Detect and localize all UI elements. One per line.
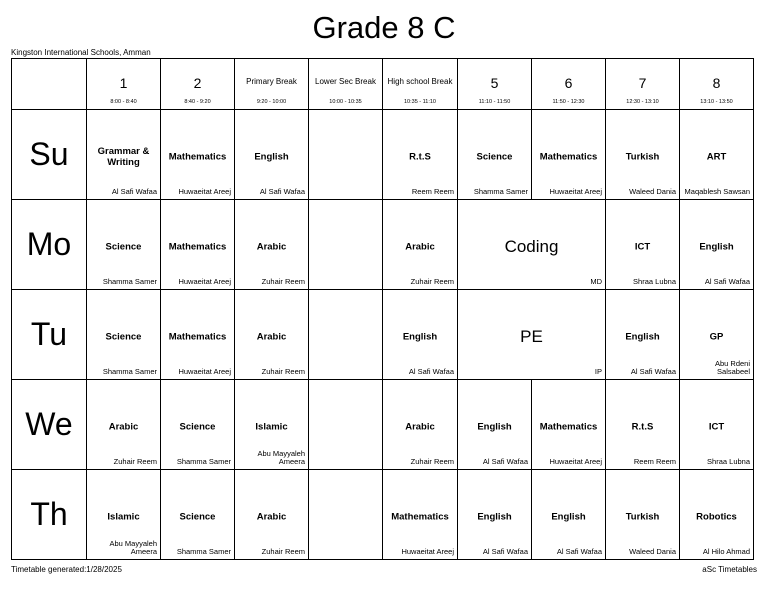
lesson-cell <box>161 110 235 200</box>
period-header <box>532 59 606 110</box>
lesson-teacher: Al Hilo Ahmad <box>702 547 750 556</box>
lesson-cell <box>680 110 754 200</box>
lesson-subject: R.t.S <box>631 421 654 433</box>
day-label: Mo <box>12 200 87 290</box>
period-label: 7 <box>638 75 647 91</box>
day-label: Th <box>12 470 87 560</box>
lesson-subject: Arabic <box>256 241 287 253</box>
period-label: 5 <box>490 75 499 91</box>
lesson-subject: R.t.S <box>409 151 431 163</box>
lesson-subject: English <box>551 511 586 523</box>
lesson-cell <box>235 290 309 380</box>
lesson-teacher: Al Safi Wafaa <box>408 367 454 376</box>
lesson-cell <box>606 200 680 290</box>
lesson-cell <box>680 470 754 560</box>
lesson-cell <box>87 110 161 200</box>
lesson-subject: Mathematics <box>168 241 227 253</box>
lesson-subject: Science <box>105 331 142 343</box>
lesson-cell <box>309 200 383 290</box>
lesson-teacher: Huwaeitat Areej <box>178 187 231 196</box>
lesson-subject: ART <box>706 151 727 163</box>
lesson-teacher: Shraa Lubna <box>707 457 750 466</box>
lesson-teacher: Shraa Lubna <box>633 277 676 286</box>
lesson-teacher: Al Safi Wafaa <box>111 187 157 196</box>
lesson-subject: Science <box>105 241 142 253</box>
lesson-teacher: Al Safi Wafaa <box>482 457 528 466</box>
lesson-cell <box>383 200 458 290</box>
lesson-cell <box>235 110 309 200</box>
lesson-teacher: Zuhair Reem <box>113 457 157 466</box>
lesson-teacher: Zuhair Reem <box>261 367 305 376</box>
period-time: 9:20 - 10:00 <box>256 99 287 105</box>
lesson-cell <box>161 380 235 470</box>
period-header <box>383 59 458 110</box>
lesson-cell <box>383 290 458 380</box>
lesson-cell <box>458 470 532 560</box>
lesson-cell <box>606 290 680 380</box>
lesson-cell <box>532 470 606 560</box>
lesson-teacher: Huwaeitat Areej <box>401 547 454 556</box>
lesson-cell <box>458 290 606 380</box>
lesson-subject: Arabic <box>256 331 287 343</box>
header-row <box>12 59 754 110</box>
lesson-subject: ICT <box>634 241 651 253</box>
lesson-teacher: Abu Mayyaleh Ameera <box>109 539 157 556</box>
lesson-cell <box>161 470 235 560</box>
lesson-cell <box>606 470 680 560</box>
lesson-teacher: Huwaeitat Areej <box>549 457 602 466</box>
lesson-teacher: Waleed Dania <box>629 547 676 556</box>
lesson-teacher: Abu Rdeni Salsabeel <box>714 359 750 376</box>
lesson-teacher: Al Safi Wafaa <box>630 367 676 376</box>
lesson-teacher: Shamma Samer <box>102 277 157 286</box>
lesson-teacher: Zuhair Reem <box>410 277 454 286</box>
lesson-cell <box>235 380 309 470</box>
lesson-subject: Science <box>179 511 216 523</box>
period-time: 11:10 - 11:50 <box>478 99 511 105</box>
period-label: Primary Break <box>246 77 297 86</box>
period-header <box>161 59 235 110</box>
day-row <box>12 110 754 200</box>
lesson-cell <box>532 380 606 470</box>
lesson-subject: Mathematics <box>539 151 598 163</box>
lesson-subject: Science <box>179 421 216 433</box>
lesson-cell <box>458 110 532 200</box>
lesson-subject: Arabic <box>405 421 435 433</box>
lesson-teacher: Huwaeitat Areej <box>549 187 602 196</box>
lesson-subject: PE <box>520 327 543 346</box>
lesson-cell <box>309 470 383 560</box>
day-label: We <box>12 380 87 470</box>
school-name: Kingston International Schools, Amman <box>11 48 151 57</box>
lesson-cell <box>680 290 754 380</box>
lesson-cell <box>383 470 458 560</box>
period-time: 10:00 - 10:35 <box>329 99 362 105</box>
period-label: High school Break <box>387 77 453 86</box>
lesson-teacher: Al Safi Wafaa <box>259 187 305 196</box>
lesson-subject: Turkish <box>625 511 660 523</box>
period-label: Lower Sec Break <box>315 77 376 86</box>
lesson-subject: Islamic <box>107 511 140 523</box>
lesson-subject: English <box>477 421 512 433</box>
period-time: 8:00 - 8:40 <box>110 99 137 105</box>
lesson-teacher: Shamma Samer <box>176 547 231 556</box>
day-row <box>12 200 754 290</box>
lesson-cell <box>235 470 309 560</box>
lesson-cell <box>532 110 606 200</box>
lesson-subject: English <box>254 151 289 163</box>
lesson-subject: Mathematics <box>539 421 598 433</box>
lesson-cell <box>87 380 161 470</box>
lesson-cell <box>383 380 458 470</box>
lesson-cell <box>309 110 383 200</box>
lesson-teacher: Maqablesh Sawsan <box>684 187 750 196</box>
lesson-subject: Arabic <box>256 511 287 523</box>
lesson-cell <box>680 380 754 470</box>
lesson-cell <box>309 380 383 470</box>
lesson-subject: English <box>402 331 438 343</box>
lesson-subject: ICT <box>708 421 725 433</box>
lesson-subject: Arabic <box>405 241 435 253</box>
lesson-cell <box>161 290 235 380</box>
period-header <box>309 59 383 110</box>
lesson-cell <box>87 470 161 560</box>
corner-cell <box>12 59 87 110</box>
lesson-subject: Science <box>476 151 513 163</box>
page-title: Grade 8 C <box>312 10 456 45</box>
lesson-teacher: Abu Mayyaleh Ameera <box>257 449 305 466</box>
lesson-cell <box>235 200 309 290</box>
lesson-subject: Mathematics <box>391 511 449 523</box>
period-label: 1 <box>119 75 128 91</box>
day-row <box>12 470 754 560</box>
lesson-teacher: Shamma Samer <box>176 457 231 466</box>
lesson-teacher: Al Safi Wafaa <box>556 547 602 556</box>
lesson-cell <box>87 200 161 290</box>
day-row <box>12 380 754 470</box>
lesson-teacher: Zuhair Reem <box>261 277 305 286</box>
period-header <box>680 59 754 110</box>
lesson-teacher: MD <box>590 277 602 286</box>
lesson-teacher: Waleed Dania <box>629 187 676 196</box>
period-time: 11:50 - 12:30 <box>552 99 585 105</box>
lesson-cell <box>458 380 532 470</box>
lesson-subject: English <box>625 331 660 343</box>
lesson-teacher: Reem Reem <box>411 187 454 196</box>
period-header <box>87 59 161 110</box>
lesson-teacher: Huwaeitat Areej <box>178 367 231 376</box>
lesson-subject: Mathematics <box>168 331 227 343</box>
lesson-teacher: Al Safi Wafaa <box>482 547 528 556</box>
lesson-subject: English <box>699 241 734 253</box>
day-row <box>12 290 754 380</box>
lesson-teacher: Shamma Samer <box>473 187 528 196</box>
lesson-subject: Grammar & Writing <box>97 146 150 168</box>
period-label: 2 <box>193 75 202 91</box>
lesson-cell <box>680 200 754 290</box>
period-header <box>606 59 680 110</box>
day-label: Tu <box>12 290 87 380</box>
timetable-grid <box>11 58 754 560</box>
lesson-teacher: Al Safi Wafaa <box>704 277 750 286</box>
lesson-teacher: Zuhair Reem <box>261 547 305 556</box>
lesson-subject: Turkish <box>625 151 660 163</box>
lesson-subject: Islamic <box>255 421 288 433</box>
lesson-cell <box>161 200 235 290</box>
period-time: 10:35 - 11:10 <box>403 99 436 105</box>
period-label: 6 <box>564 75 573 91</box>
lesson-subject: GP <box>709 331 724 343</box>
lesson-teacher: Huwaeitat Areej <box>178 277 231 286</box>
lesson-teacher: Shamma Samer <box>102 367 157 376</box>
lesson-teacher: IP <box>594 367 602 376</box>
lesson-subject: Mathematics <box>168 151 227 163</box>
period-time: 8:40 - 9:20 <box>184 99 211 105</box>
lesson-cell <box>383 110 458 200</box>
lesson-cell <box>87 290 161 380</box>
period-time: 13:10 - 13:50 <box>700 99 733 105</box>
lesson-subject: Arabic <box>108 421 139 433</box>
period-header <box>458 59 532 110</box>
period-time: 12:30 - 13:10 <box>626 99 659 105</box>
lesson-cell <box>458 200 606 290</box>
lesson-cell <box>309 290 383 380</box>
day-label: Su <box>12 110 87 200</box>
lesson-subject: English <box>477 511 512 523</box>
generated-date: Timetable generated:1/28/2025 <box>11 565 122 574</box>
brand-label: aSc Timetables <box>702 565 757 574</box>
lesson-cell <box>606 110 680 200</box>
lesson-subject: Robotics <box>696 511 737 523</box>
lesson-cell <box>606 380 680 470</box>
lesson-subject: Coding <box>504 237 559 256</box>
lesson-teacher: Zuhair Reem <box>410 457 454 466</box>
period-header <box>235 59 309 110</box>
period-label: 8 <box>712 75 721 91</box>
lesson-teacher: Reem Reem <box>633 457 676 466</box>
